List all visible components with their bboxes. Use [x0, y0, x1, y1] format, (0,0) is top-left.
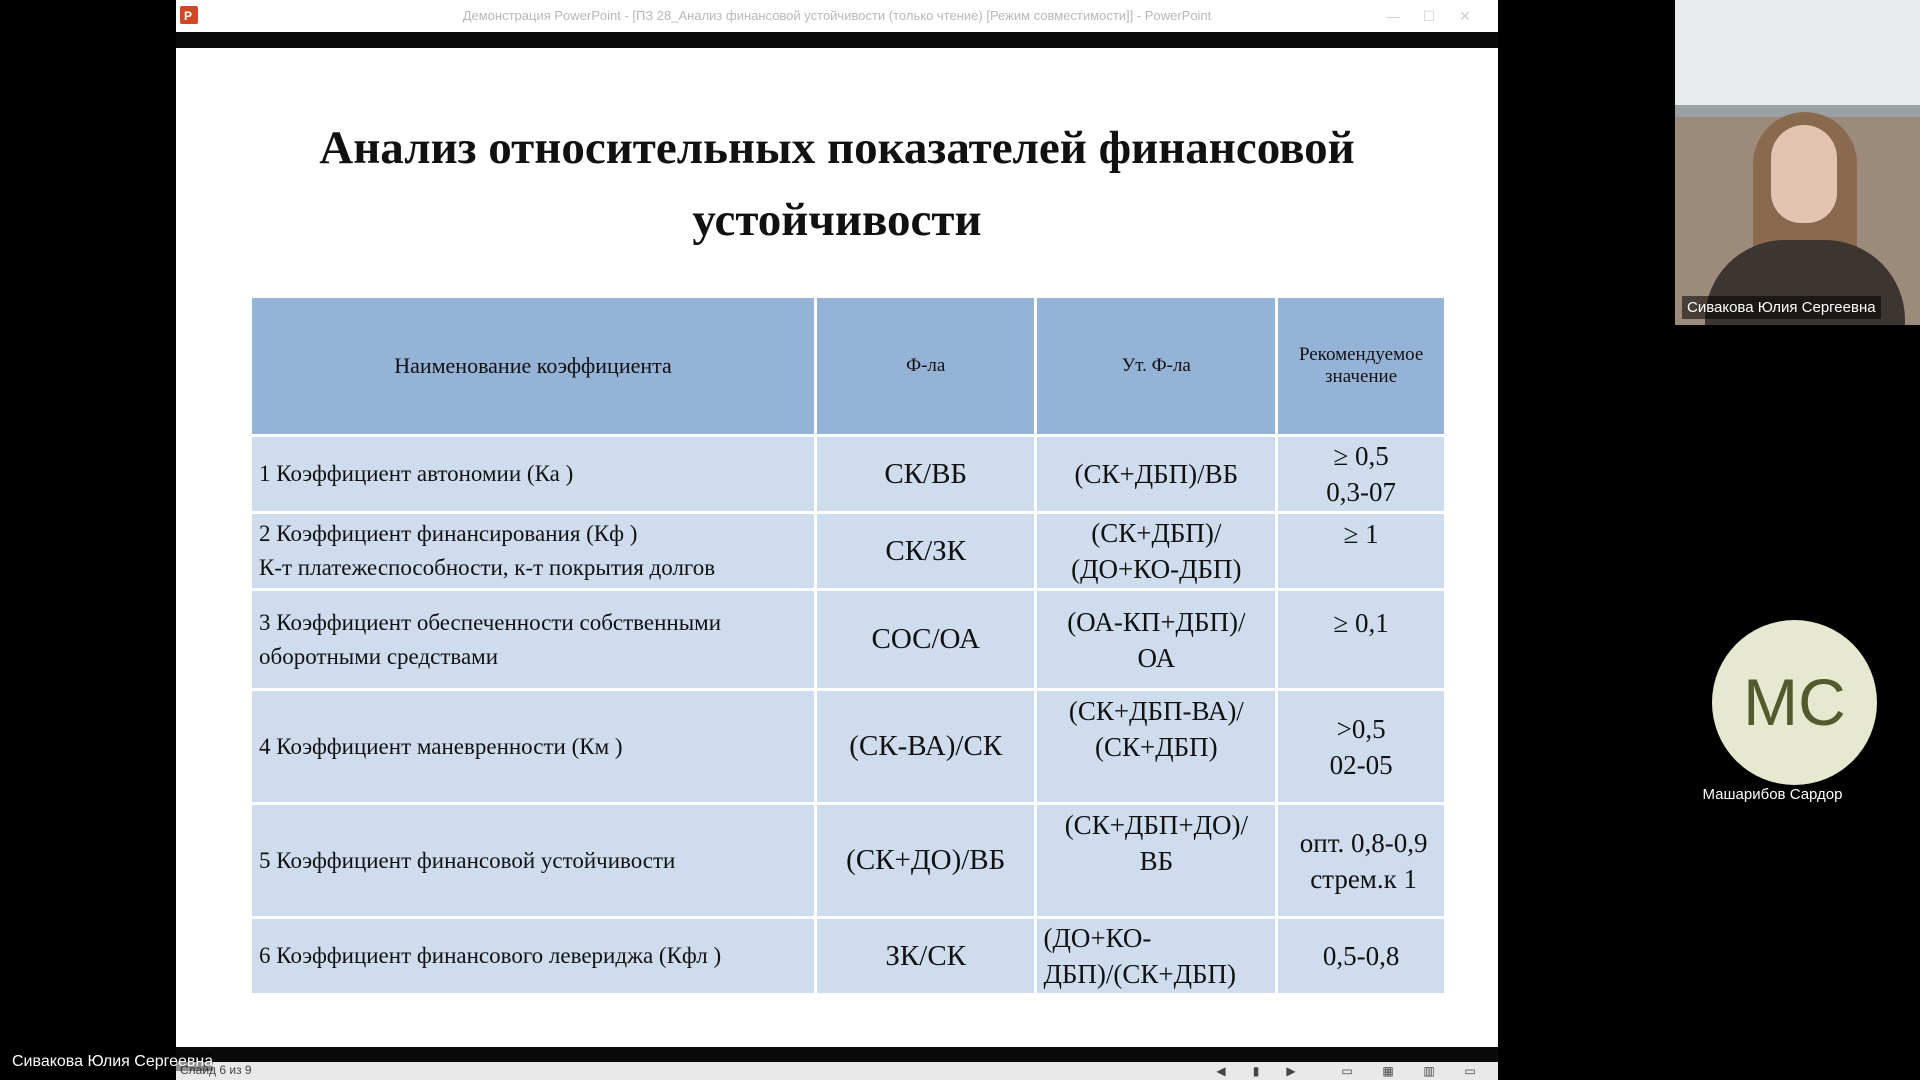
header-recommended-line1: Рекомендуемое [1298, 344, 1424, 365]
presenter-face [1771, 125, 1837, 223]
normal-view-icon[interactable]: ▭ [1341, 1064, 1353, 1078]
formula-cell: (СК-ВА)/СК [816, 690, 1036, 804]
recommended-value-cell [1277, 804, 1446, 918]
slideshow-icon[interactable]: ▭ [1464, 1064, 1476, 1078]
refined-formula-cell [1036, 513, 1277, 590]
presenter-video-tile[interactable] [1675, 0, 1920, 325]
close-button[interactable]: ✕ [1459, 8, 1471, 24]
refined-formula-cell [1036, 918, 1277, 995]
recommended-value-cell [1277, 918, 1446, 995]
table-row [251, 590, 1446, 690]
recommended-value-cell [1277, 590, 1446, 690]
coefficient-name-line2: оборотными средствами [259, 643, 499, 669]
coefficient-name-line1: 6 Коэффициент финансового левериджа (Кфл ) [259, 943, 722, 968]
minimize-button[interactable]: — [1386, 8, 1400, 24]
refined-formula-line2: (ДО+КО-ДБП) [1071, 554, 1242, 584]
prev-icon[interactable]: ◀ [1216, 1064, 1226, 1078]
coefficient-name [251, 590, 816, 690]
recommended-line1: ≥ 0,5 [1333, 441, 1389, 471]
refined-formula-cell [1036, 436, 1277, 513]
table-row [251, 513, 1446, 590]
refined-formula-line1: (СК+ДБП)/ВБ [1074, 459, 1239, 489]
coefficient-name-line1: 3 Коэффициент обеспеченности собственными [259, 609, 722, 635]
refined-formula-cell [1036, 690, 1277, 804]
header-name: Наименование коэффициента [251, 297, 816, 436]
table-row [251, 918, 1446, 995]
slide-indicator: Слайд 6 из 9 [180, 1063, 252, 1077]
header-refined-formula: Ут. Ф-ла [1036, 297, 1277, 436]
formula-cell: ЗК/СК [816, 918, 1036, 995]
next-icon[interactable]: ▶ [1286, 1064, 1296, 1078]
refined-formula-line2: (СК+ДБП) [1095, 732, 1218, 762]
coefficient-name-line1: 1 Коэффициент автономии (Ка ) [259, 461, 574, 486]
refined-formula-cell [1036, 804, 1277, 918]
coefficient-name [251, 918, 816, 995]
recommended-line1: опт. 0,8-0,9 [1299, 827, 1428, 858]
coefficient-name [251, 513, 816, 590]
refined-formula-line2: ОА [1137, 642, 1176, 673]
sorter-view-icon[interactable]: ▦ [1382, 1064, 1394, 1078]
status-bar [176, 1062, 1498, 1080]
coefficient-name-line1: 5 Коэффициент финансовой устойчивости [259, 847, 676, 873]
slide [176, 48, 1498, 1047]
table-row [251, 690, 1446, 804]
presenter-name-label: Сивакова Юлия Сергеевна [1682, 296, 1881, 319]
formula-cell: (СК+ДО)/ВБ [816, 804, 1036, 918]
maximize-button[interactable]: ☐ [1422, 8, 1436, 24]
ratios-table [249, 295, 1447, 996]
title-bar [176, 0, 1498, 32]
recommended-line1: >0,5 [1336, 713, 1386, 744]
formula-cell: СК/ЗК [816, 513, 1036, 590]
notes-icon[interactable]: ▮ [1252, 1064, 1260, 1078]
reading-view-icon[interactable]: ▥ [1423, 1064, 1435, 1078]
coefficient-name-line2: К-т платежеспособности, к-т покрытия долгов [259, 555, 716, 580]
active-speaker-label: Сивакова Юлия Сергеевна [12, 1053, 214, 1070]
participant-avatar[interactable]: МС [1712, 620, 1877, 785]
video-background [1675, 0, 1920, 115]
table-header-row [251, 297, 1446, 436]
participant-name: Машарибов Сардор [1702, 786, 1843, 803]
refined-formula-line1: (СК+ДБП+ДО)/ [1064, 810, 1248, 840]
recommended-line1: 0,5-0,8 [1322, 941, 1400, 971]
recommended-line2: 02-05 [1329, 749, 1393, 780]
coefficient-name [251, 804, 816, 918]
coefficient-name [251, 436, 816, 513]
recommended-value-cell [1277, 513, 1446, 590]
refined-formula-line2: ВБ [1139, 846, 1174, 876]
header-recommended [1277, 297, 1446, 436]
table-row [251, 436, 1446, 513]
window-title: Демонстрация PowerPoint - [ПЗ 28_Анализ финансовой устойчивости (только чтение) [Режим совместимости]] - PowerPoint [462, 8, 1212, 23]
recommended-value-cell [1277, 690, 1446, 804]
refined-formula-line1: (ДО+КО- [1043, 923, 1152, 953]
slide-title-line1: Анализ относительных показателей финансовой [319, 122, 1355, 174]
refined-formula-line1: (ОА-КП+ДБП)/ [1067, 606, 1246, 637]
formula-cell: СОС/ОА [816, 590, 1036, 690]
recommended-line1: ≥ 0,1 [1333, 608, 1389, 638]
header-formula: Ф-ла [816, 297, 1036, 436]
header-recommended-line2: значение [1325, 366, 1398, 387]
refined-formula-line1: (СК+ДБП)/ [1091, 518, 1222, 548]
coefficient-name-line1: 2 Коэффициент финансирования (Кф ) [259, 521, 638, 546]
recommended-value-cell [1277, 436, 1446, 513]
recommended-line2: стрем.к 1 [1310, 863, 1418, 894]
refined-formula-cell [1036, 590, 1277, 690]
formula-cell: СК/ВБ [816, 436, 1036, 513]
recommended-line1: ≥ 1 [1343, 519, 1379, 549]
powerpoint-window [176, 0, 1498, 1080]
coefficient-name [251, 690, 816, 804]
table-row [251, 804, 1446, 918]
refined-formula-line1: (СК+ДБП-ВА)/ [1068, 696, 1244, 726]
slide-title-line2: устойчивости [692, 194, 982, 246]
refined-formula-line2: ДБП)/(СК+ДБП) [1043, 959, 1237, 989]
coefficient-name-line1: 4 Коэффициент маневренности (Км ) [259, 733, 623, 759]
svg-text:P: P [184, 9, 193, 23]
recommended-line2: 0,3-07 [1326, 477, 1396, 507]
slide-title [216, 112, 1458, 256]
